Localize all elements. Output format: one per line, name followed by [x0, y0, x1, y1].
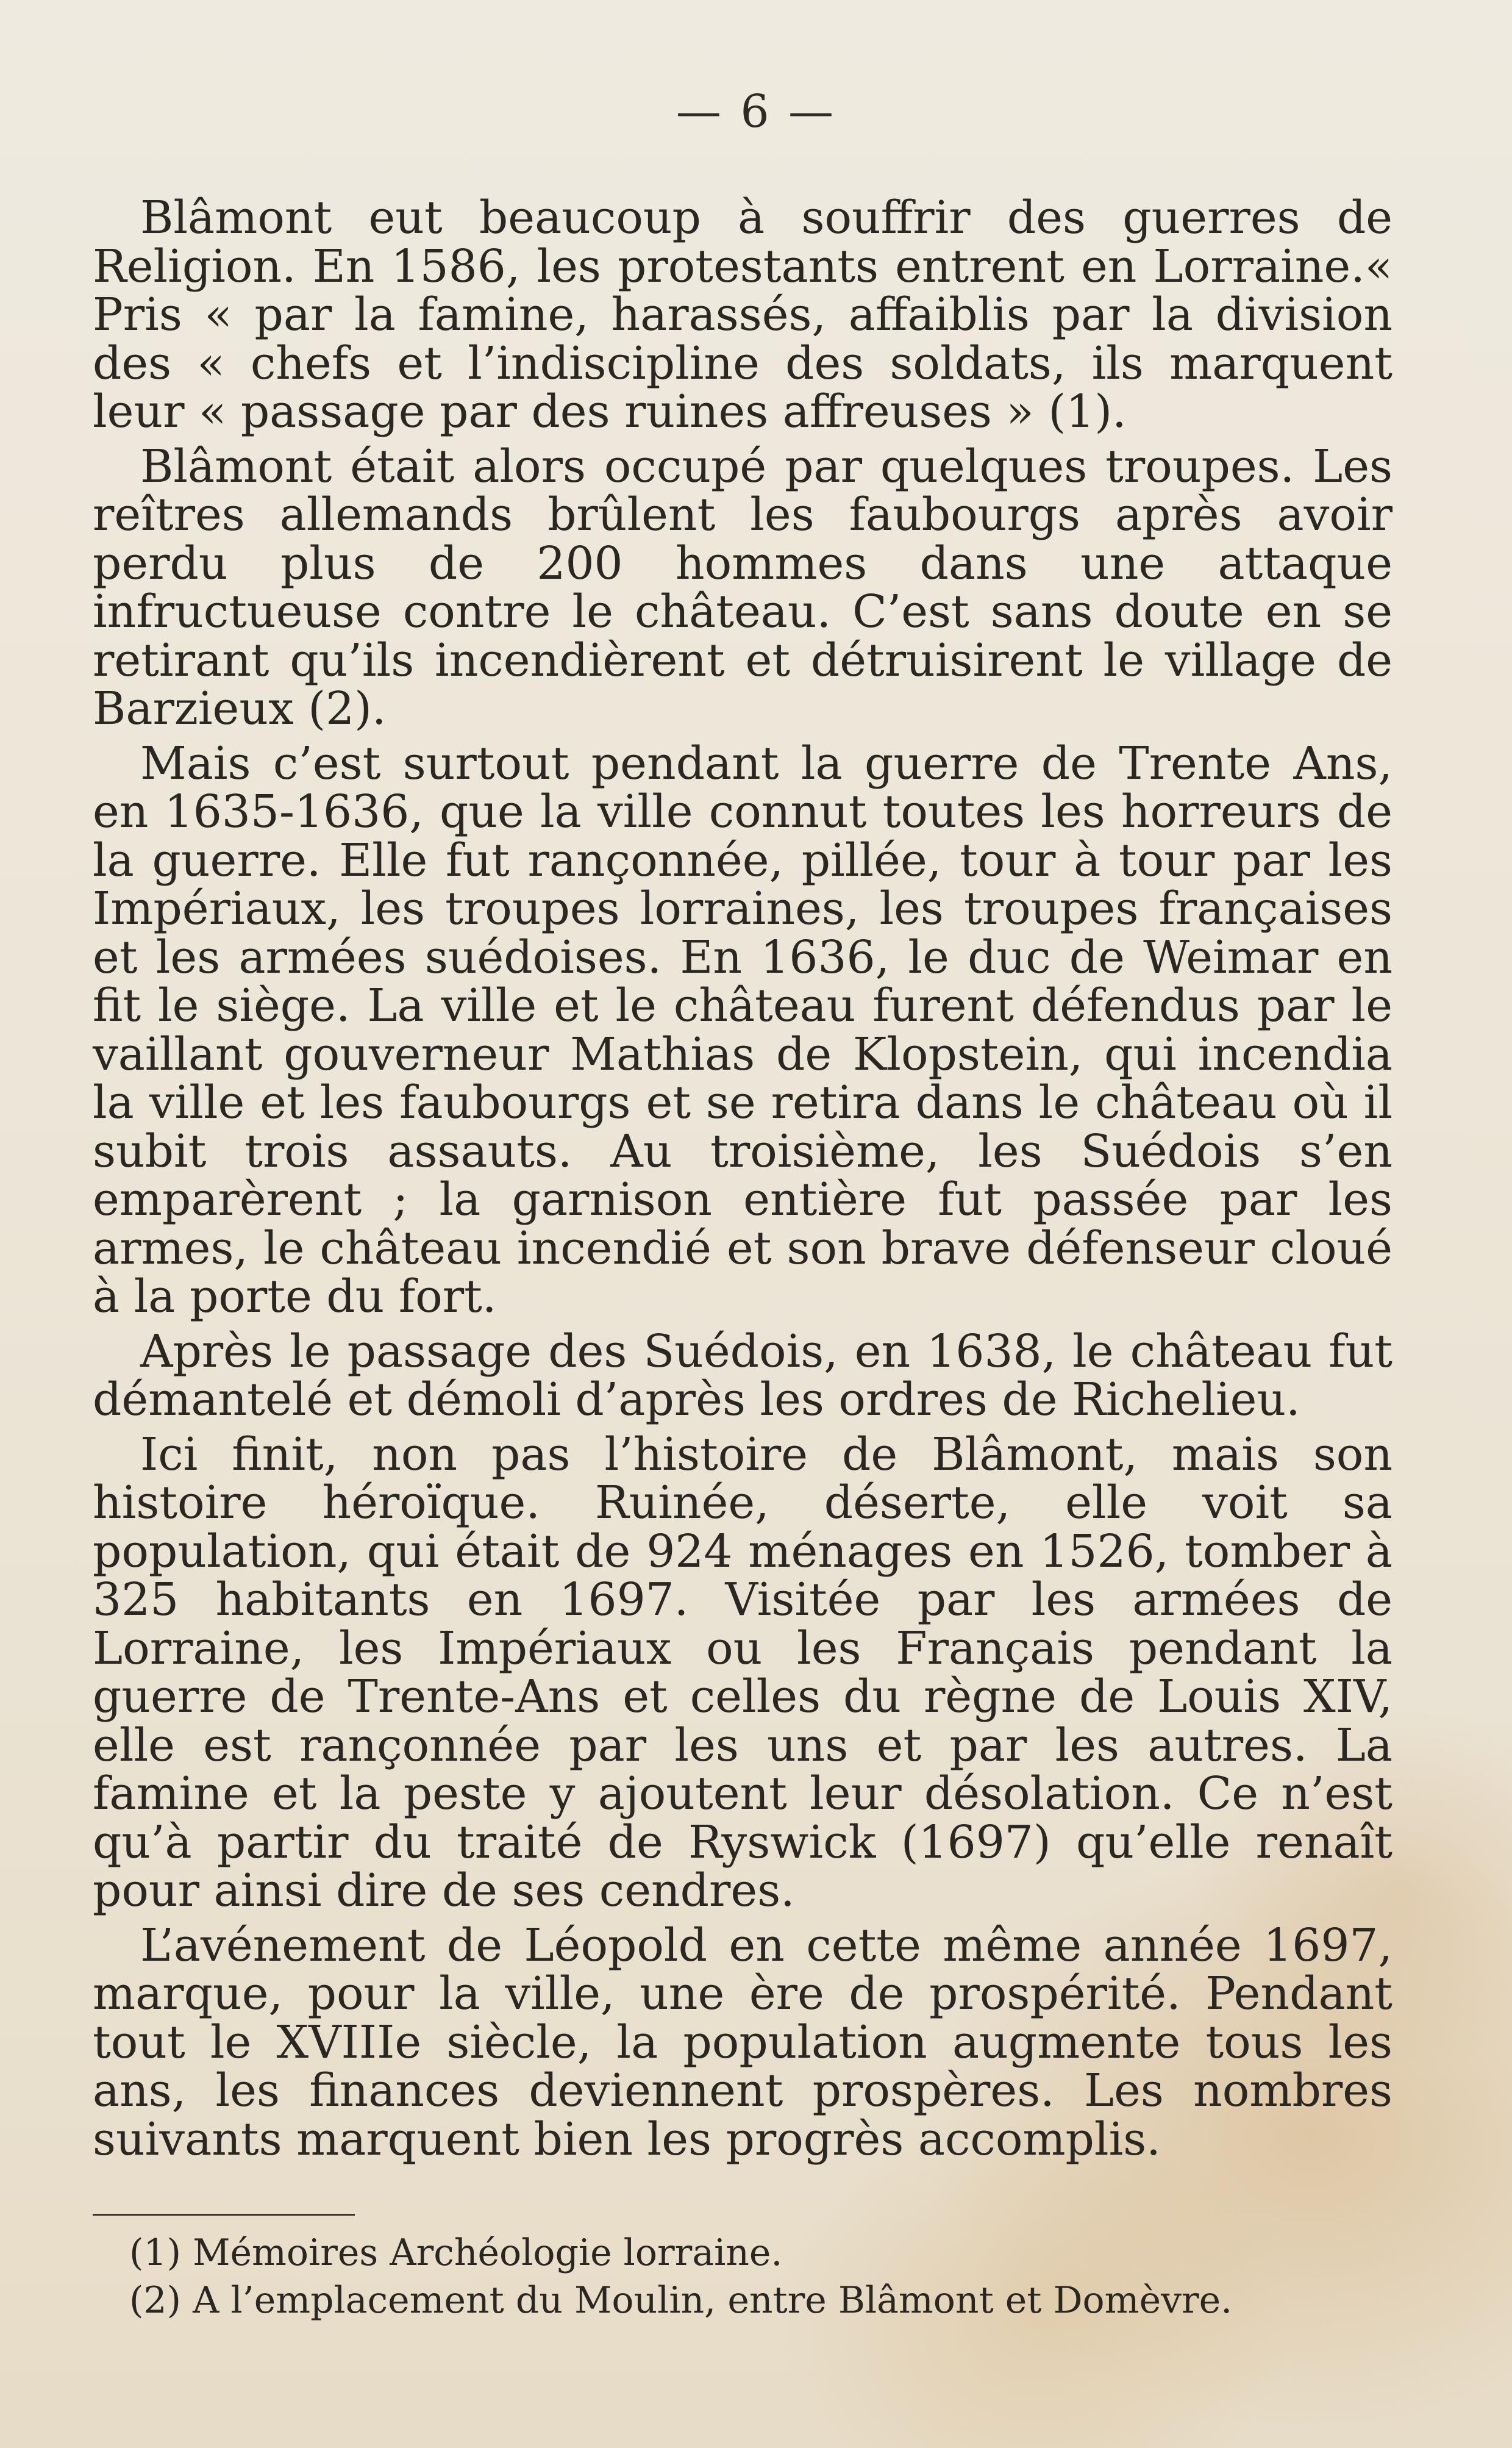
footnote-divider	[93, 2214, 355, 2216]
page-number: — 6 —	[676, 85, 836, 138]
paragraph-thirty-years-war: Mais c’est surtout pendant la guerre de Trente Ans, en 1635-1636, que la ville connut toutes les horreurs de la guerre. Elle fut rançonnée, pillée, tour à tour par les Impériaux, les troupes lorraines, les troupes françaises et les armées suédoises. En 1636, le duc de Weimar en fit le siège. La ville et le château furent défendus par le vaillant gouverneur Mathias de Klopstein, qui incendia la ville et les faubourgs et se retira dans le château où il subit trois assauts. Au troisième, les Suédois s’en emparèrent ; la garnison entière fut passée par les armes, le château incendié et son brave défenseur cloué à la porte du fort.	[93, 737, 1393, 1323]
footnote-1: (1) Mémoires Archéologie lorraine.	[129, 2231, 783, 2274]
paragraph-reitres: Blâmont était alors occupé par quelques troupes. Les reîtres allemands brûlent les faubourgs après avoir perdu plus de 200 hommes dans une attaque infructueuse contre le château. C’est sans doute en se retirant qu’ils incendièrent et détruisirent le village de Barzieux (2).	[93, 440, 1393, 735]
footnote-2: (2) A l’emplacement du Moulin, entre Blâmont et Domèvre.	[129, 2279, 1233, 2322]
paragraph-religion-wars: Blâmont eut beaucoup à souffrir des guerres de Religion. En 1586, les protestants entrent en Lorraine.« Pris « par la famine, harassés, affaiblis par la division des « chefs et l’indiscipline des soldats, ils marquent leur « passage par des ruines affreuses » (1).	[93, 191, 1393, 438]
paragraph-swedes: Après le passage des Suédois, en 1638, le château fut démantelé et démoli d’après les ordres de Richelieu.	[93, 1325, 1393, 1426]
paragraph-leopold: L’avénement de Léopold en cette même année 1697, marque, pour la ville, une ère de prospérité. Pendant tout le XVIIIe siècle, la population augmente tous les ans, les finances deviennent prospères. Les nombres suivants marquent bien les progrès accomplis.	[93, 1919, 1393, 2166]
footnotes	[93, 2229, 1393, 2324]
body-text	[93, 191, 1393, 2166]
paragraph-heroic-history: Ici finit, non pas l’histoire de Blâmont, mais son histoire héroïque. Ruinée, déserte, elle voit sa population, qui était de 924 ménages en 1526, tomber à 325 habitants en 1697. Visitée par les armées de Lorraine, les Impériaux ou les Français pendant la guerre de Trente-Ans et celles du règne de Louis XIV, elle est rançonnée par les uns et par les autres. La famine et la peste y ajoutent leur désolation. Ce n’est qu’à partir du traité de Ryswick (1697) qu’elle renaît pour ainsi dire de ses cendres.	[93, 1428, 1393, 1917]
